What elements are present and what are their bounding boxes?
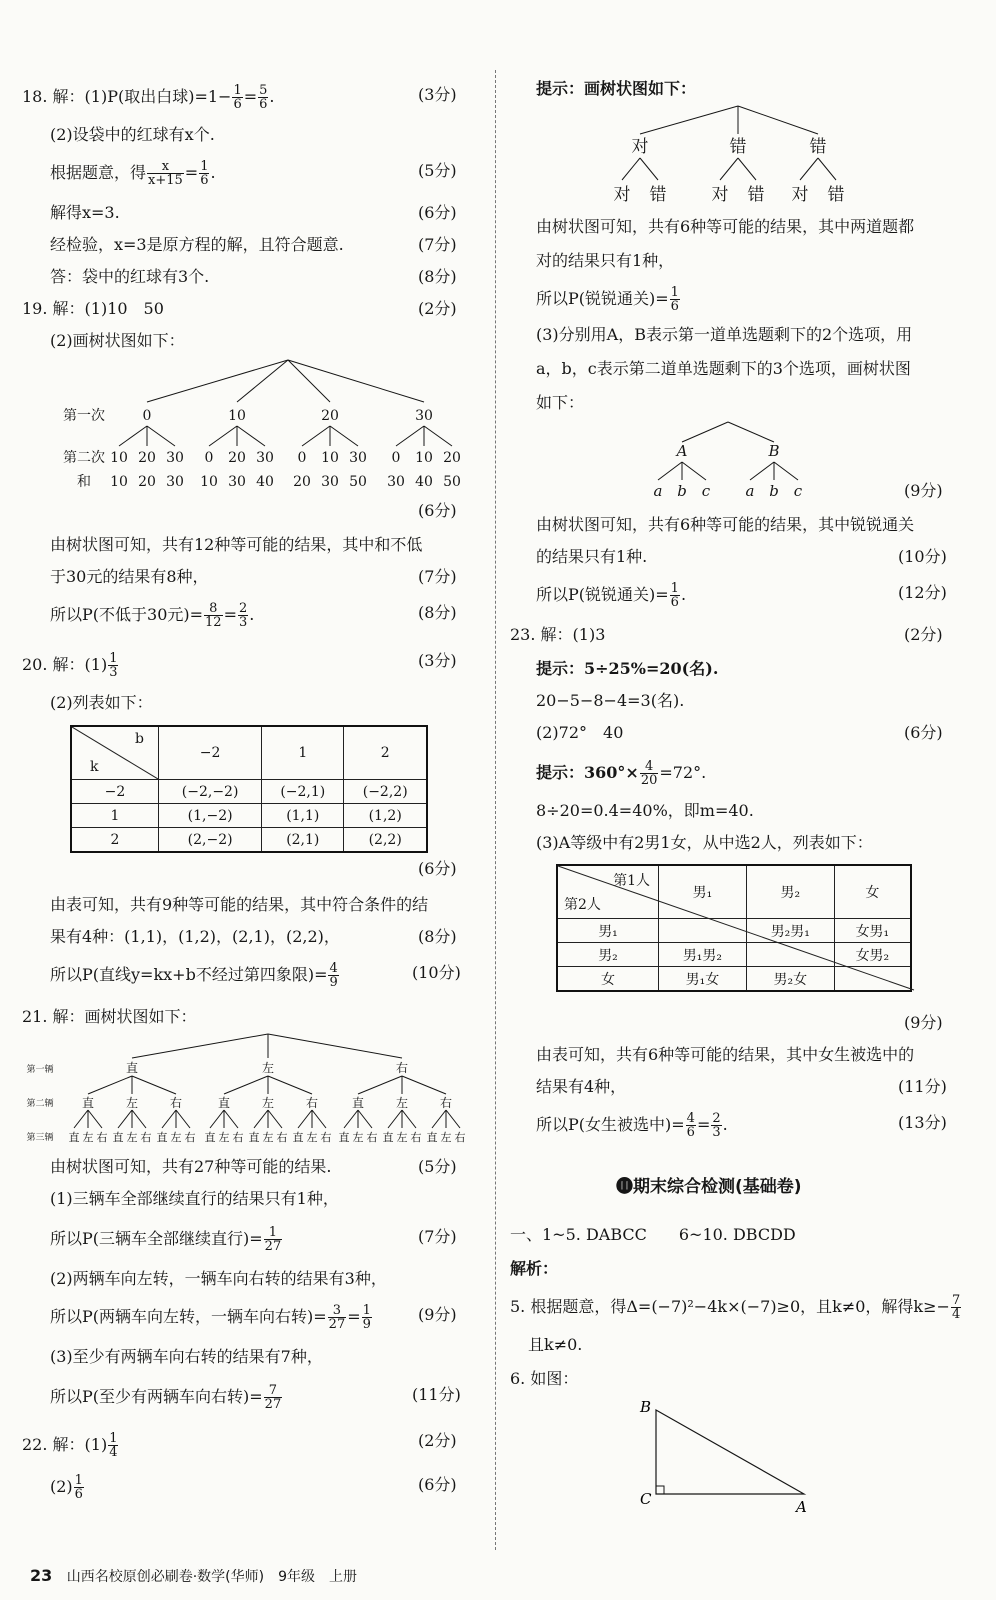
q21-line7: (3)至少有两辆车向右转的结果有7种， [50,1347,323,1366]
tree-branch [402,1076,446,1094]
score: (8分) [418,927,457,946]
tree-node: 右 [232,1131,244,1144]
q22-line10: 的结果只有1种. [536,547,648,566]
q22-hint: 提示：画树状图如下： [536,79,697,98]
column-header: −2 [159,726,262,780]
score: (6分) [418,203,457,222]
table-row: 2 (2,−2) (2,1) (2,2) [71,828,427,853]
tree-node: 右 [140,1131,152,1144]
tree-branch [640,106,738,134]
tree-branch [74,1110,88,1128]
tree-branch [88,1110,102,1128]
tree-node: b [769,482,779,500]
tree-node: A [676,442,688,460]
tree-branch [818,158,836,180]
q23-line7: (3)A等级中有2男1女，从中选2人，列表如下： [536,833,873,852]
q23-line9: 结果有4种， [536,1077,627,1096]
q19-line3: 由树状图可知，共有12种等可能的结果，其中和不低 [50,535,423,554]
score: (7分) [418,567,457,586]
score: (7分) [418,1227,457,1246]
tree-branch [147,360,288,402]
tree-branch [446,1110,460,1128]
q23-line3: 20−5−8−4=3(名). [536,691,685,710]
tree-node: c [701,482,711,500]
column-divider [495,70,496,1550]
tree-sum: 50 [443,474,461,490]
score: (6分) [418,501,457,520]
tree-branch [424,426,452,446]
q23-line5: 提示：360°× $\frac{4}{20}$ =72°. [536,759,707,788]
table-corner: 第1人 第2人 [557,865,659,919]
q21-line4: 所以P(三辆车全部继续直行)= $\frac{1}{27}$ [50,1225,282,1254]
tree-branch [344,1110,358,1128]
score: (3分) [418,651,457,670]
analysis-label: 解析： [510,1259,559,1278]
table-row: 男₁ 男₂男₁ 女男₁ [557,919,911,943]
score: (8分) [418,603,457,622]
tree-node: 直 [426,1131,438,1144]
tree-node: 右 [410,1131,422,1144]
q21-line1: 21. 解：画树状图如下： [22,1007,197,1026]
tree-node: 20 [321,408,339,424]
tree-branch [402,1110,416,1128]
q21-line3: (1)三辆车全部继续直行的结果只有1种， [50,1189,339,1208]
tree-branch [237,360,288,402]
score: (5分) [418,1157,457,1176]
q18-line3: 根据题意，得 $\frac{x}{x+15}$ = $\frac{1}{6}$ . [50,159,216,188]
q22-line1: 22. 解：(1) $\frac{1}{4}$ [22,1431,118,1460]
vertex-a-label: A [796,1498,807,1516]
q19-line4: 于30元的结果有8种， [50,567,209,586]
tree-branch [738,158,756,180]
tree-branch [119,426,147,446]
tree-sum: 30 [228,474,246,490]
column-header: 男₁ [659,865,747,919]
tree-node: 对 [613,185,631,205]
tree-node: 左 [170,1131,182,1144]
column-header: 女 [834,865,911,919]
tree-branch [254,1110,268,1128]
tree-branch [640,158,658,180]
score: (10分) [898,547,947,566]
table-row: 女 男₁女 男₂女 [557,967,911,992]
tree-node: 直 [382,1131,394,1144]
q22-line5: 所以P(锐锐通关)= $\frac{1}{6}$ [536,285,679,314]
q23-line2: 提示：5÷25%=20(名). [536,659,719,678]
score: (8分) [418,267,457,286]
score: (13分) [898,1113,947,1132]
tree-node: 0 [204,450,214,466]
analysis-item-6: 6. 如图： [510,1369,579,1388]
tree-node: 20 [138,450,156,466]
tree-node: 30 [349,450,367,466]
section-title: ⓫期末综合检测(基础卷) [616,1177,802,1197]
tree-branch [209,426,237,446]
tree-node: 对 [631,137,649,157]
tree-node: 右 [276,1131,288,1144]
tree-sum: 30 [321,474,339,490]
tree-branch [88,1076,132,1094]
tree-sum: 20 [293,474,311,490]
tree-row-label: 第二辆 [26,1099,54,1109]
tree-sum: 40 [256,474,274,490]
score: (2分) [418,1431,457,1450]
tree-node: 10 [415,450,433,466]
q23-table [556,864,912,992]
tree-node: 直 [292,1131,304,1144]
tree-node: 30 [166,450,184,466]
tree-branch [147,426,175,446]
column-header: 男₂ [746,865,834,919]
vertex-c-label: C [640,1490,652,1508]
tree-branch [622,158,640,180]
tree-branch [268,1110,282,1128]
tree-node: 错 [649,185,667,205]
tree-node: 直 [125,1061,139,1075]
q20-line3: 由表可知，共有9种等可能的结果，其中符合条件的结 [50,895,429,914]
tree-node: 30 [256,450,274,466]
tree-branch [237,426,265,446]
tree-node: 直 [68,1131,80,1144]
q23-line8: 由表可知，共有6种等可能的结果，其中女生被选中的 [536,1045,915,1064]
tree-sum: 10 [110,474,128,490]
q19-tree-diagram [50,358,480,498]
score: (12分) [898,583,947,602]
score: (10分) [412,963,461,982]
vertex-b-label: B [640,1400,652,1416]
tree-node: 右 [96,1131,108,1144]
tree-node: 右 [169,1096,183,1110]
score: (3分) [418,85,457,104]
tree-node: 10 [110,450,128,466]
tree-branch [396,426,424,446]
tree-node: 左 [82,1131,94,1144]
tree-branch [162,1110,176,1128]
q22-line3: 由树状图可知，共有6种等可能的结果，其中两道题都 [536,217,915,236]
q22-line7: a，b，c表示第二道单选题剩下的3个选项，画树状图 [536,359,911,378]
tree-branch [132,1110,146,1128]
tree-sum: 40 [415,474,433,490]
tree-branch [268,1034,402,1058]
tree-node: a [653,482,663,500]
tree-node: 右 [395,1061,409,1075]
page-footer [30,1566,357,1586]
tree-sum: 10 [200,474,218,490]
q19-line2: (2)画树状图如下： [50,331,185,350]
tree-branch [298,1110,312,1128]
tree-branch [750,462,774,480]
tree-node: 直 [351,1096,365,1110]
tree-branch [210,1110,224,1128]
column-header: 2 [344,726,427,780]
q22-tree-diagram-2 [640,418,820,504]
tree-node: 右 [454,1131,466,1144]
tree-node: 0 [391,450,401,466]
tree-sum: 50 [349,474,367,490]
tree-branch [268,1076,312,1094]
tree-sum: 20 [138,474,156,490]
tree-node: 20 [443,450,461,466]
tree-node: 错 [809,137,827,157]
column-header: 1 [262,726,344,780]
tree-branch [302,426,330,446]
score: (11分) [898,1077,947,1096]
tree-node: 0 [142,408,152,424]
q20-table [70,725,428,853]
tree-node: 错 [827,185,845,205]
tree-row-label: 第二次 [63,450,105,466]
tree-node: 左 [125,1096,139,1110]
q22-line9: 由树状图可知，共有6种等可能的结果，其中锐锐通关 [536,515,915,534]
tree-node: 右 [320,1131,332,1144]
tree-node: 右 [184,1131,196,1144]
tree-node: 左 [352,1131,364,1144]
q22-line2: (2) $\frac{1}{6}$ [50,1473,83,1502]
score: (9分) [418,1305,457,1324]
tree-node: B [768,442,780,460]
score: (7分) [418,235,457,254]
tree-node: 对 [791,185,809,205]
q23-line1: 23. 解：(1)3 [510,625,606,644]
tree-node: 右 [305,1096,319,1110]
table-row: 1 (1,−2) (1,1) (1,2) [71,804,427,828]
tree-branch [388,1110,402,1128]
q18-line1: 18. 解：(1)P(取出白球)=1− $\frac{1}{6}$ = $\frac{5}{6}$ . [22,83,275,112]
analysis-item-5: 5. 根据题意，得Δ=(−7)²−4k×(−7)≥0，且k≠0，解得k≥− $\frac{7}{4}$ [510,1293,961,1322]
tree-node: 左 [306,1131,318,1144]
q18-line6: 答：袋中的红球有3个. [50,267,210,286]
q22-line6: (3)分别用A，B表示第一道单选题剩下的2个选项，用 [536,325,913,344]
tree-node: 0 [297,450,307,466]
tree-branch [224,1076,268,1094]
q23-line10: 所以P(女生被选中)= $\frac{4}{6}$ = $\frac{2}{3}$ . [536,1111,728,1140]
q20-line2: (2)列表如下： [50,693,153,712]
tree-sum: 30 [387,474,405,490]
table-corner: b k [71,726,159,780]
tree-node: 直 [204,1131,216,1144]
tree-node: b [677,482,687,500]
score: (2分) [418,299,457,318]
tree-node: 左 [261,1061,275,1075]
q18-line2: (2)设袋中的红球有x个. [50,125,215,144]
tree-branch [132,1076,176,1094]
tree-branch [358,1076,402,1094]
q18-line5: 经检验，x=3是原方程的解，且符合题意. [50,235,344,254]
choice-answers: 一、1~5. DABCC 6~10. DBCDD [510,1225,796,1244]
tree-node: 错 [747,185,765,205]
tree-node: 左 [440,1131,452,1144]
q21-tree-diagram [22,1030,482,1148]
tree-node: 直 [156,1131,168,1144]
tree-node: 右 [366,1131,378,1144]
tree-branch [682,422,728,442]
tree-branch [118,1110,132,1128]
tree-sum: 30 [166,474,184,490]
book-title: 山西名校原创必刷卷·数学(华师) 9年级 上册 [66,1569,357,1585]
q21-line2: 由树状图可知，共有27种等可能的结果. [50,1157,332,1176]
q22-tree-diagram-1 [600,104,880,212]
q18-line4: 解得x=3. [50,203,120,222]
tree-branch [720,158,738,180]
tree-node: 20 [228,450,246,466]
q22-line8: 如下： [536,393,585,412]
tree-node: 直 [81,1096,95,1110]
q21-line5: (2)两辆车向左转，一辆车向右转的结果有3种， [50,1269,387,1288]
score: (2分) [904,625,943,644]
tree-branch [800,158,818,180]
q19-line1: 19. 解：(1)10 50 [22,299,164,318]
tree-row-label: 第三辆 [26,1133,54,1143]
tree-node: 10 [228,408,246,424]
tree-node: 左 [218,1131,230,1144]
tree-node: 错 [729,137,747,157]
table-row: −2 (−2,−2) (−2,1) (−2,2) [71,780,427,804]
tree-branch [658,462,682,480]
tree-row-label: 第一辆 [26,1065,54,1075]
tree-node: 左 [261,1096,275,1110]
q20-line1: 20. 解：(1) $\frac{1}{3}$ [22,651,118,680]
score: (9分) [904,481,943,500]
tree-branch [728,422,774,442]
tree-node: a [745,482,755,500]
tree-branch [358,1110,372,1128]
q21-line6: 所以P(两辆车向左转，一辆车向右转)= $\frac{3}{27}$ = $\frac{1}{9}$ [50,1303,371,1332]
tree-branch [312,1110,326,1128]
tree-branch [132,1034,268,1058]
q23-line6: 8÷20=0.4=40%，即m=40. [536,801,754,820]
score: (5分) [418,161,457,180]
tree-node: c [793,482,803,500]
tree-node: 左 [395,1096,409,1110]
right-triangle-figure [636,1400,826,1520]
q19-line5: 所以P(不低于30元)= $\frac{8}{12}$ = $\frac{2}{3}$ . [50,601,255,630]
tree-branch [176,1110,190,1128]
tree-node: 右 [439,1096,453,1110]
score: (9分) [904,1013,943,1032]
score: (6分) [418,859,457,878]
tree-node: 对 [711,185,729,205]
tree-node: 30 [415,408,433,424]
tree-branch [738,106,818,134]
tree-row-label: 和 [77,474,91,490]
tree-branch [330,426,358,446]
score: (11分) [412,1385,461,1404]
q22-line4: 对的结果只有1种， [536,251,675,270]
tree-branch [224,1110,238,1128]
q22-line11: 所以P(锐锐通关)= $\frac{1}{6}$ . [536,581,687,610]
score: (6分) [418,1475,457,1494]
tree-row-label: 第一次 [63,408,105,424]
score: (6分) [904,723,943,742]
tree-branch [774,462,798,480]
page-number: 23 [30,1566,53,1585]
tree-node: 直 [338,1131,350,1144]
q23-line4: (2)72° 40 [536,723,624,742]
tree-branch [682,462,706,480]
tree-node: 直 [248,1131,260,1144]
q20-line4: 果有4种：(1,1)，(1,2)，(2,1)，(2,2)， [50,927,340,946]
tree-node: 10 [321,450,339,466]
tree-branch [432,1110,446,1128]
tree-node: 直 [217,1096,231,1110]
tree-node: 左 [262,1131,274,1144]
tree-node: 直 [112,1131,124,1144]
q20-line5: 所以P(直线y=kx+b不经过第四象限)= $\frac{4}{9}$ [50,961,338,990]
analysis-item-5-cont: 且k≠0. [528,1335,583,1354]
table-row: 男₂ 男₁男₂ 女男₂ [557,943,911,967]
q21-line8: 所以P(至少有两辆车向右转)= $\frac{7}{27}$ [50,1383,282,1412]
tree-node: 左 [126,1131,138,1144]
tree-node: 左 [396,1131,408,1144]
